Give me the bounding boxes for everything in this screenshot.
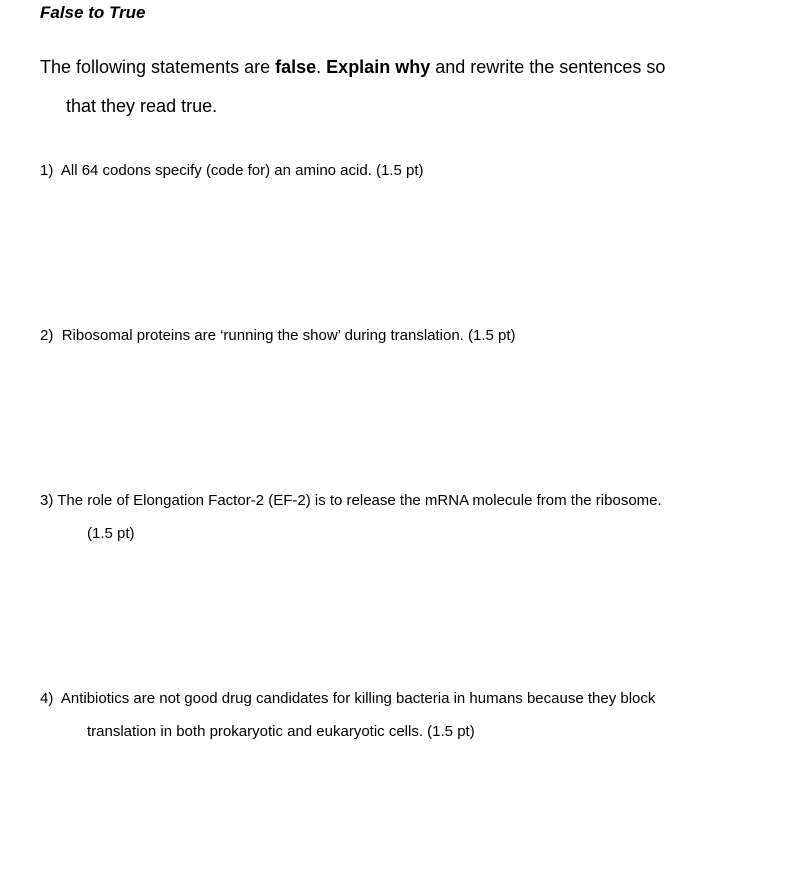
instructions-bold-explain: Explain why <box>326 57 431 77</box>
question-3-number: 3) <box>40 492 54 509</box>
question-4 <box>40 682 750 748</box>
instructions-text-1: The following statements are <box>40 57 276 77</box>
section-title: False to True <box>40 3 146 22</box>
question-3 <box>40 484 750 550</box>
instructions-text-2: . <box>316 57 327 77</box>
question-1-text: All 64 codons specify (code for) an amino acid. (1.5 pt) <box>60 162 424 179</box>
question-4-text: Antibiotics are not good drug candidates for killing bacteria in humans because they block <box>60 690 656 707</box>
question-2-text: Ribosomal proteins are ‘running the show’ during translation. (1.5 pt) <box>61 327 516 344</box>
instructions-line-2: that they read true. <box>66 96 218 116</box>
question-3-text-continued: (1.5 pt) <box>87 525 135 542</box>
question-2-number: 2) <box>40 327 54 344</box>
question-1 <box>40 154 750 187</box>
question-1-number: 1) <box>40 162 54 179</box>
instructions-text-3: and rewrite the sentences so <box>430 57 666 77</box>
question-3-text: The role of Elongation Factor-2 (EF-2) is to release the mRNA molecule from the ribosome. <box>57 492 662 509</box>
question-2 <box>40 319 750 352</box>
question-4-text-continued: translation in both prokaryotic and eukaryotic cells. (1.5 pt) <box>87 723 475 740</box>
instructions-bold-false: false <box>275 57 317 77</box>
instructions <box>40 48 740 126</box>
question-4-number: 4) <box>40 690 54 707</box>
